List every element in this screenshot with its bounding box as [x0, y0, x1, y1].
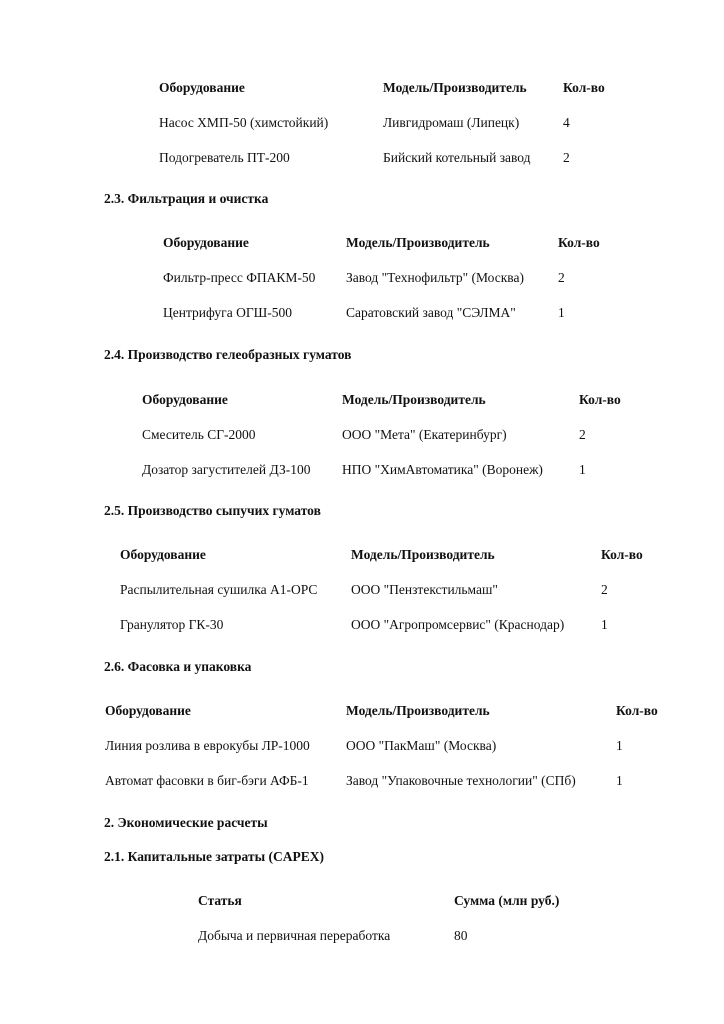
model-cell: Завод "Технофильтр" (Москва)	[346, 269, 524, 285]
section-heading-gel: 2.4. Производство гелеобразных гуматов	[104, 347, 352, 362]
equipment-cell: Гранулятор ГК-30	[120, 616, 224, 632]
qty-cell: 1	[579, 461, 586, 477]
col-sum-header: Сумма (млн руб.)	[454, 892, 560, 908]
table-row	[105, 763, 658, 798]
equipment-cell: Распылительная сушилка А1-ОРС	[120, 581, 318, 597]
sum-cell: 80	[454, 927, 468, 943]
pumps-table	[159, 70, 605, 175]
col-model-header: Модель/Производитель	[342, 391, 486, 407]
model-cell: ООО "Пензтекстильмаш"	[351, 581, 498, 597]
equipment-cell: Дозатор загустителей ДЗ-100	[142, 461, 311, 477]
table-row	[142, 417, 621, 452]
table-header-row	[142, 382, 621, 417]
model-cell: ООО "Мета" (Екатеринбург)	[342, 426, 507, 442]
table-row	[163, 295, 600, 330]
gel-table	[142, 382, 621, 487]
table-header-row	[159, 70, 605, 105]
col-equipment-header: Оборудование	[159, 79, 245, 95]
col-model-header: Модель/Производитель	[346, 702, 490, 718]
qty-cell: 1	[558, 304, 565, 320]
col-model-header: Модель/Производитель	[383, 79, 527, 95]
col-model-header: Модель/Производитель	[351, 546, 495, 562]
capex-table	[198, 883, 559, 953]
equipment-cell: Подогреватель ПТ-200	[159, 149, 290, 165]
section-heading-economics: 2. Экономические расчеты	[104, 815, 268, 830]
col-item-header: Статья	[198, 892, 242, 908]
qty-cell: 2	[563, 149, 570, 165]
section-heading-filtration: 2.3. Фильтрация и очистка	[104, 191, 269, 206]
col-equipment-header: Оборудование	[142, 391, 228, 407]
table-row	[142, 452, 621, 487]
model-cell: НПО "ХимАвтоматика" (Воронеж)	[342, 461, 543, 477]
equipment-cell: Автомат фасовки в биг-бэги АФБ-1	[105, 772, 309, 788]
model-cell: Бийский котельный завод	[383, 149, 531, 165]
model-cell: Ливгидромаш (Липецк)	[383, 114, 520, 130]
table-row	[120, 607, 643, 642]
col-model-header: Модель/Производитель	[346, 234, 490, 250]
table-row	[120, 572, 643, 607]
equipment-cell: Смеситель СГ-2000	[142, 426, 256, 442]
model-cell: ООО "Агропромсервис" (Краснодар)	[351, 616, 565, 632]
filtration-table	[163, 225, 600, 330]
table-header-row	[163, 225, 600, 260]
col-qty-header: Кол-во	[563, 79, 605, 95]
model-cell: Завод "Упаковочные технологии" (СПб)	[346, 772, 576, 788]
table-header-row	[105, 693, 658, 728]
qty-cell: 2	[579, 426, 586, 442]
table-row	[105, 728, 658, 763]
section-heading-capex: 2.1. Капитальные затраты (CAPEX)	[104, 849, 324, 864]
table-header-row	[120, 537, 643, 572]
col-equipment-header: Оборудование	[163, 234, 249, 250]
col-equipment-header: Оборудование	[105, 702, 191, 718]
qty-cell: 1	[601, 616, 608, 632]
col-qty-header: Кол-во	[601, 546, 643, 562]
equipment-cell: Фильтр-пресс ФПАКМ-50	[163, 269, 316, 285]
qty-cell: 1	[616, 772, 623, 788]
model-cell: ООО "ПакМаш" (Москва)	[346, 737, 497, 753]
dry-table	[120, 537, 643, 642]
col-qty-header: Кол-во	[579, 391, 621, 407]
section-heading-dry: 2.5. Производство сыпучих гуматов	[104, 503, 321, 518]
qty-cell: 2	[558, 269, 565, 285]
table-row	[163, 260, 600, 295]
table-row	[159, 140, 605, 175]
section-heading-packing: 2.6. Фасовка и упаковка	[104, 659, 252, 674]
qty-cell: 2	[601, 581, 608, 597]
table-header-row	[198, 883, 559, 918]
col-qty-header: Кол-во	[558, 234, 600, 250]
equipment-cell: Центрифуга ОГШ-500	[163, 304, 292, 320]
equipment-cell: Линия розлива в еврокубы ЛР-1000	[105, 737, 310, 753]
packing-table	[105, 693, 658, 798]
qty-cell: 1	[616, 737, 623, 753]
table-row	[198, 918, 559, 953]
qty-cell: 4	[563, 114, 570, 130]
equipment-cell: Насос ХМП-50 (химстойкий)	[159, 114, 329, 130]
col-equipment-header: Оборудование	[120, 546, 206, 562]
table-row	[159, 105, 605, 140]
model-cell: Саратовский завод "СЭЛМА"	[346, 304, 516, 320]
col-qty-header: Кол-во	[616, 702, 658, 718]
item-cell: Добыча и первичная переработка	[198, 927, 391, 943]
